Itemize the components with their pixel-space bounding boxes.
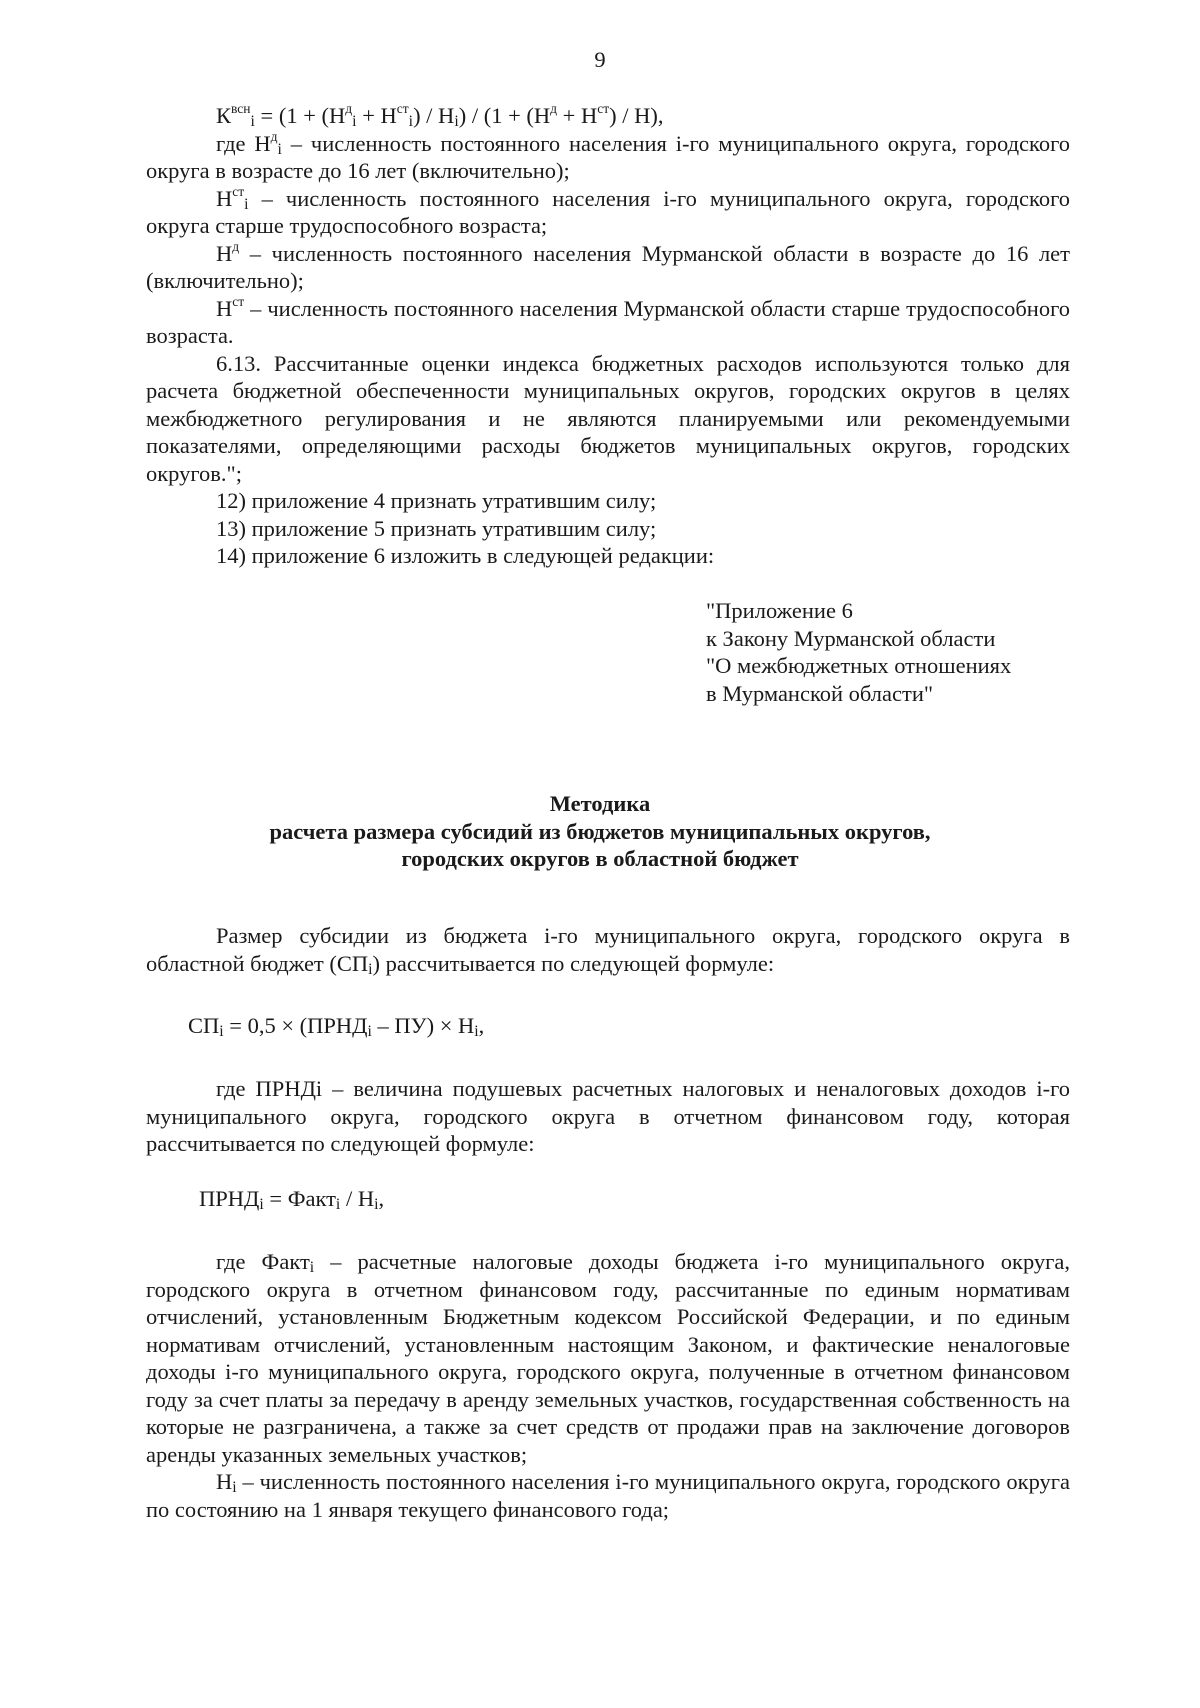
annex-header (706, 597, 1106, 707)
fact-definition (146, 1248, 1070, 1523)
formula-prnd (146, 1185, 1070, 1213)
subsidy-intro: Размер субсидии из бюджета i-го муниципального округа, городского округа в областной бюджет $(СП_i)$ рассчитывается по следующей формуле: (146, 923, 1070, 978)
page-number: 9 (594, 47, 606, 72)
item-13: 13) приложение 5 признать утратившим силу; (216, 515, 657, 541)
formula-k-vsn: $К^{всн}_i = (1 + (Н^д_i + Н^{ст}_i) / Н_i) / (1 + (Н^д + Н^{ст}) / Н)$, (216, 100, 664, 131)
definition-nst-i: $Н^{ст}_i$ – численность постоянного населения i-го муниципального округа, городского округа старше трудоспособного возраста; (146, 183, 1070, 238)
annex-line: в Мурманской области" (706, 680, 934, 706)
formula-sp (146, 1012, 1070, 1040)
formula-prnd-line: $ПРНД_i$ = Факт$_i$ / $Н_i$, (199, 1186, 385, 1214)
n-desc: $Н_i$ – численность постоянного населения i-го муниципального округа, городского округа по состоянию на 1 января текущего финансового года; (146, 1469, 1070, 1522)
item-12: 12) приложение 4 признать утратившим силу; (216, 488, 657, 513)
title-line: расчета размера субсидий из бюджетов муниципальных округов, (269, 818, 931, 844)
fact-desc: где Факт$_i$ – расчетные налоговые доходы бюджета i-го муниципального округа, городского округа в отчетном финансовом году, рассчитанные по единым нормативам отчислений, установленным Бюджетным кодексом Российской Федерации, и по единым нормативам отчислений, установленным настоящим Законом, и фактические неналоговые доходы i-го муниципального округа, городского округа, полученные в отчетном финансовом году за счет платы за передачу в аренду земельных участков, государственная собственность на которые не разграничена, а также за счет средств от продажи прав на заключение договоров аренды указанных земельных участков; (146, 1249, 1070, 1467)
annex-line: "О межбюджетных отношениях (706, 653, 1012, 678)
formula-sp-line: $СП_i = 0,5$ × $(ПРНД_i - ПУ) \times Н_i$, (188, 1013, 485, 1041)
title-line: городских округов в областной бюджет (401, 846, 799, 871)
definition-nst: $Н^{ст}$ – численность постоянного населения Мурманской области старше трудоспособного возраста. (146, 293, 1070, 348)
paragraph-6-13: 6.13. Рассчитанные оценки индекса бюджетных расходов используются только для расчета бюджетной обеспеченности муниципальных округов, городских округов в целях межбюджетного регулирования и не являются планируемыми или рекомендуемыми показателями, определяющими расходы бюджетов муниципальных округов, городских округов."; (146, 350, 1070, 486)
prnd-desc: где ПРНДi – величина подушевых расчетных налоговых и неналоговых доходов i-го муниципального округа, городского округа в отчетном финансовом году, которая рассчитывается по следующей формуле: (146, 1076, 1070, 1156)
definition-nd: $Н^д$ – численность постоянного населения Мурманской области в возрасте до 16 лет (включительно); (146, 238, 1070, 293)
definition-nd-i: где $Н^д_i$ – численность постоянного населения i-го муниципального округа, городского округа в возрасте до 16 лет (включительно); (146, 128, 1071, 183)
methodology-intro (146, 922, 1070, 977)
annex-line: "Приложение 6 (706, 598, 853, 623)
prnd-definition (146, 1075, 1070, 1158)
item-14: 14) приложение 6 изложить в следующей редакции: (216, 543, 715, 568)
annex-line: к Закону Мурманской области (706, 625, 996, 651)
section-budget-index (146, 102, 1070, 570)
methodology-title (0, 790, 1200, 873)
title-line: Методика (549, 791, 651, 816)
